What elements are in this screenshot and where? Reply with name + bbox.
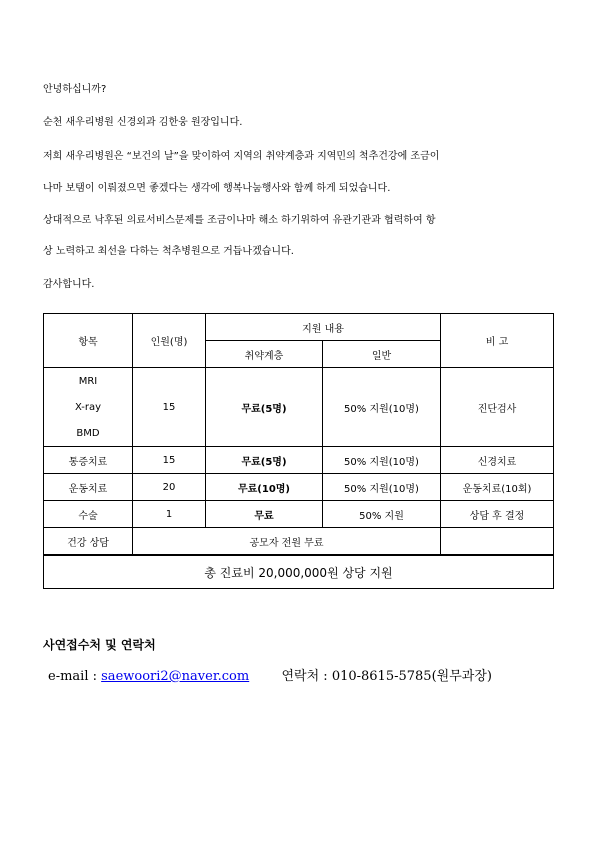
greeting-text: 안녕하십니까? [43,84,107,95]
closing-text: 감사합니다. [43,279,95,290]
item-cell: 수술 [44,501,133,528]
body-line-2: 나마 보탬이 이뤄졌으면 좋겠다는 생각에 행복나눔행사와 함께 하게 되었습니다. [43,183,391,194]
item-cell: BMD [44,420,133,447]
body-line-4: 상 노력하고 최선을 다하는 척추병원으로 거듭나겠습니다. [43,246,294,257]
contact-line [48,665,492,684]
item-cell: 통증치료 [44,447,133,474]
item-cell: 운동치료 [44,474,133,501]
table-row [44,474,554,501]
vulnerable-cell: 무료 [206,501,323,528]
general-cell: 50% 지원 [323,501,441,528]
item-cell: 건강 상담 [44,528,133,556]
header-support: 지원 내용 [206,314,441,341]
count-cell: 15 [133,368,206,447]
vulnerable-cell: 무료(10명) [206,474,323,501]
phone-number: 010-8615-5785(원무과장) [331,669,492,684]
intro-text: 순천 새우리병원 신경외과 김한웅 원장입니다. [43,117,243,128]
note-cell: 진단검사 [441,368,554,447]
email-label: e-mail : [48,669,97,684]
phone-label: 연락처 : [281,669,328,684]
contact-title: 사연접수처 및 연락처 [43,638,156,652]
consult-cell: 공모자 전원 무료 [133,528,441,556]
total-cell: 총 진료비 20,000,000원 상당 지원 [44,555,554,589]
table-row [44,447,554,474]
count-cell: 15 [133,447,206,474]
table-header-row [44,314,554,341]
item-cell: X-ray [44,394,133,420]
header-count: 인원(명) [133,314,206,368]
count-cell: 1 [133,501,206,528]
body-line-1: 저희 새우리병원은 “보건의 날”을 맞이하여 지역의 취약계층과 지역민의 척추건강에 조금이 [43,151,440,162]
note-cell: 운동치료(10회) [441,474,554,501]
support-table [43,313,554,589]
count-cell: 20 [133,474,206,501]
header-note: 비 고 [441,314,554,368]
general-cell: 50% 지원(10명) [323,368,441,447]
email-link[interactable]: saewoori2@naver.com [101,669,250,684]
item-cell: MRI [44,368,133,395]
table-row [44,528,554,556]
general-cell: 50% 지원(10명) [323,474,441,501]
vulnerable-cell: 무료(5명) [206,368,323,447]
note-cell [441,528,554,556]
note-cell: 상담 후 결정 [441,501,554,528]
header-item: 항목 [44,314,133,368]
table-total-row [44,555,554,589]
general-cell: 50% 지원(10명) [323,447,441,474]
header-general: 일반 [323,341,441,368]
table-row [44,501,554,528]
vulnerable-cell: 무료(5명) [206,447,323,474]
body-line-3: 상대적으로 낙후된 의료서비스문제를 조금이나마 해소 하기위하여 유관기관과 협력하여 항 [43,215,436,226]
header-vulnerable: 취약계층 [206,341,323,368]
table-row [44,368,554,395]
note-cell: 신경치료 [441,447,554,474]
